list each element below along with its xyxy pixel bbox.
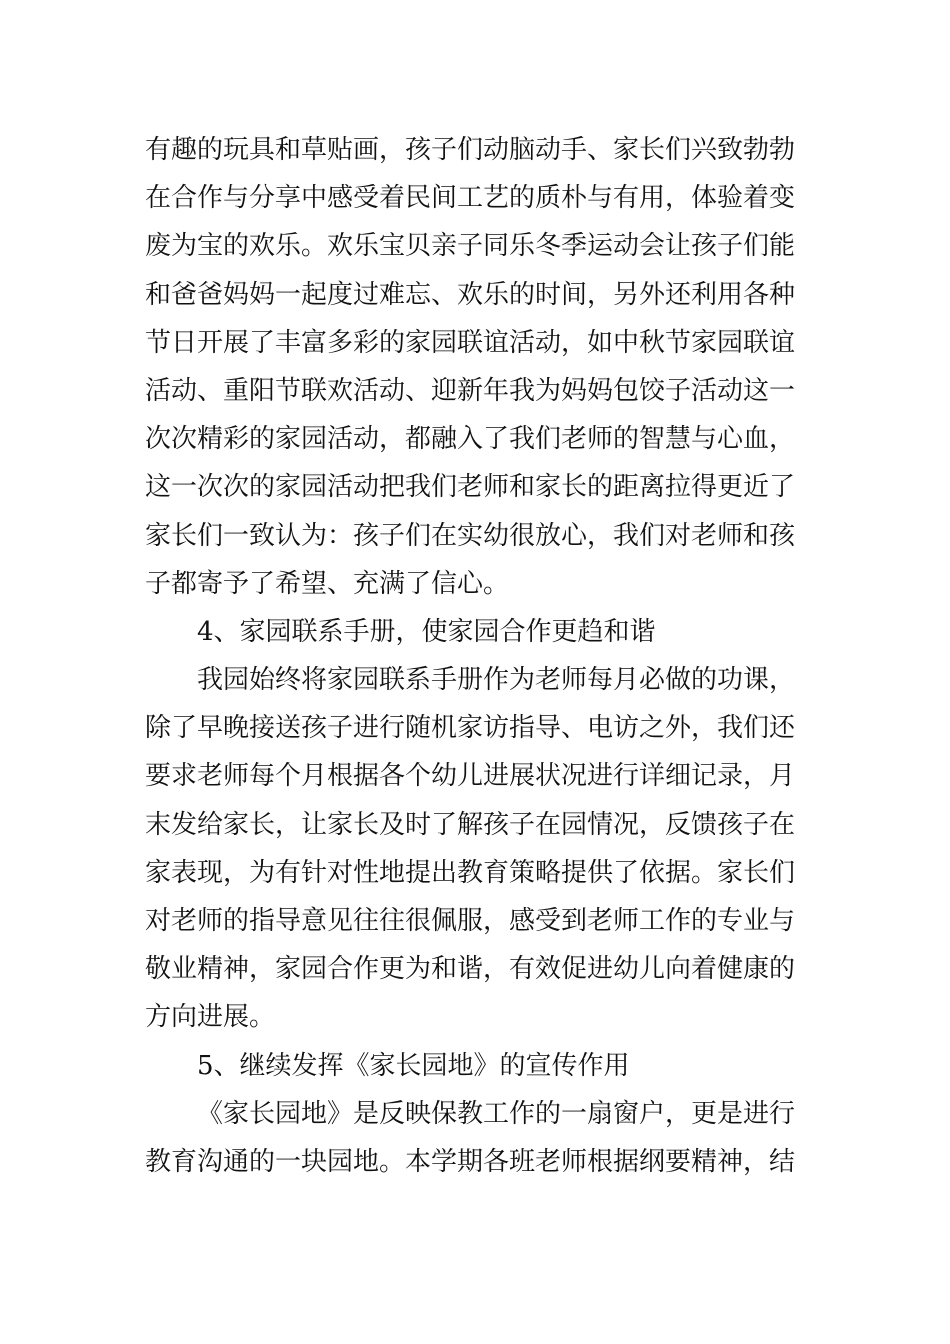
paragraph-line: 节日开展了丰富多彩的家园联谊活动，如中秋节家园联谊	[145, 327, 796, 358]
paragraph-line: 末发给家长，让家长及时了解孩子在园情况，反馈孩子在	[145, 809, 796, 840]
paragraph-line: 家长们一致认为：孩子们在实幼很放心，我们对老师和孩	[145, 520, 796, 551]
paragraph-line: 我园始终将家园联系手册作为老师每月必做的功课，	[197, 665, 796, 696]
paragraph-line: 废为宝的欢乐。欢乐宝贝亲子同乐冬季运动会让孩子们能	[145, 231, 796, 262]
paragraph-line: 《家长园地》是反映保教工作的一扇窗户，更是进行	[197, 1098, 796, 1129]
paragraph-line: 敬业精神，家园合作更为和谐，有效促进幼儿向着健康的	[145, 954, 796, 985]
paragraph-line: 有趣的玩具和草贴画，孩子们动脑动手、家长们兴致勃勃	[145, 135, 796, 165]
section-heading: 5、继续发挥《家长园地》的宣传作用	[197, 1050, 630, 1081]
paragraph-line: 活动、重阳节联欢活动、迎新年我为妈妈包饺子活动这一	[145, 375, 796, 406]
paragraph-line: 方向进展。	[145, 1002, 276, 1033]
paragraph-line: 家表现，为有针对性地提出教育策略提供了依据。家长们	[145, 857, 796, 888]
paragraph-line: 次次精彩的家园活动，都融入了我们老师的智慧与心血，	[145, 424, 796, 455]
paragraph-line: 对老师的指导意见往往很佩服，感受到老师工作的专业与	[145, 906, 796, 936]
paragraph-line: 子都寄予了希望、充满了信心。	[145, 568, 510, 599]
paragraph-line: 教育沟通的一块园地。本学期各班老师根据纲要精神，结	[145, 1146, 796, 1177]
paragraph-line: 要求老师每个月根据各个幼儿进展状况进行详细记录，月	[145, 761, 796, 792]
paragraph-line: 在合作与分享中感受着民间工艺的质朴与有用，体验着变	[145, 183, 796, 214]
document-body	[145, 126, 815, 1186]
paragraph-line: 除了早晚接送孩子进行随机家访指导、电访之外，我们还	[145, 713, 796, 744]
section-heading: 4、家园联系手册，使家园合作更趋和谐	[197, 616, 656, 647]
paragraph-line: 和爸爸妈妈一起度过难忘、欢乐的时间，另外还利用各种	[145, 279, 796, 310]
paragraph-line: 这一次次的家园活动把我们老师和家长的距离拉得更近了	[145, 472, 796, 503]
